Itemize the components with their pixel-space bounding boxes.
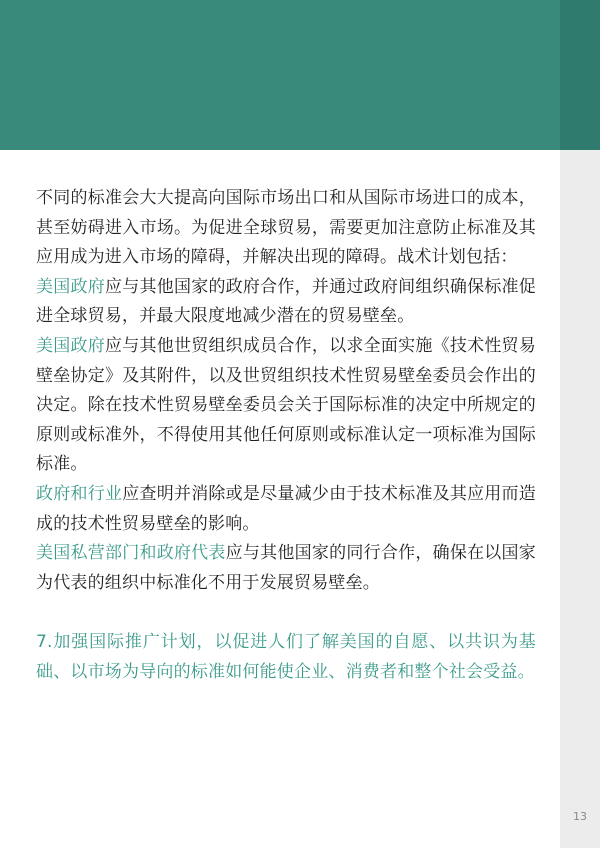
- header-band: [0, 0, 560, 150]
- tactic-item: [36, 480, 536, 539]
- tactic-item: [36, 539, 536, 598]
- tactic-lead: 美国政府: [36, 276, 105, 297]
- tactic-lead: 美国私营部门和政府代表: [36, 543, 226, 564]
- tactic-lead: 政府和行业: [36, 483, 123, 504]
- section-heading: 7.加强国际推广计划，以促进人们了解美国的自愿、以共识为基础、以市场为导向的标准如何能使企业、消费者和整个社会受益。: [36, 632, 536, 682]
- page-number: 13: [573, 810, 587, 823]
- tactic-text: 应与其他国家的同行合作，确保在以国家为代表的组织中标准化不用于发展贸易壁垒。: [36, 543, 536, 593]
- tactic-text: 应查明并消除或是尽量减少由于技术标准及其应用而造成的技术性贸易壁垒的影响。: [36, 483, 536, 534]
- header-band-edge: [560, 0, 600, 150]
- tactic-text: 应与其他国家的政府合作，并通过政府间组织确保标准促进全球贸易，并最大限度地减少潜在的贸易壁垒。: [36, 276, 537, 327]
- side-strip: [560, 150, 600, 848]
- tactic-lead: 美国政府: [36, 335, 105, 356]
- body-text: [36, 184, 536, 688]
- tactic-item: [36, 332, 536, 480]
- tactic-text: 应与其他世贸组织成员合作，以求全面实施《技术性贸易壁垒协定》及其附件，以及世贸组织技术性贸易壁垒委员会作出的决定。除在技术性贸易壁垒委员会关于国际标准的决定中所规定的原则或标准外，不得使用其他任何原则或标准认定一项标准为国际标准。: [36, 335, 537, 475]
- intro-paragraph: 不同的标准会大大提高向国际市场出口和从国际市场进口的成本，甚至妨碍进入市场。为促进全球贸易，需要更加注意防止标准及其应用成为进入市场的障碍，并解决出现的障碍。战术计划包括：: [36, 188, 536, 268]
- tactic-item: [36, 273, 536, 332]
